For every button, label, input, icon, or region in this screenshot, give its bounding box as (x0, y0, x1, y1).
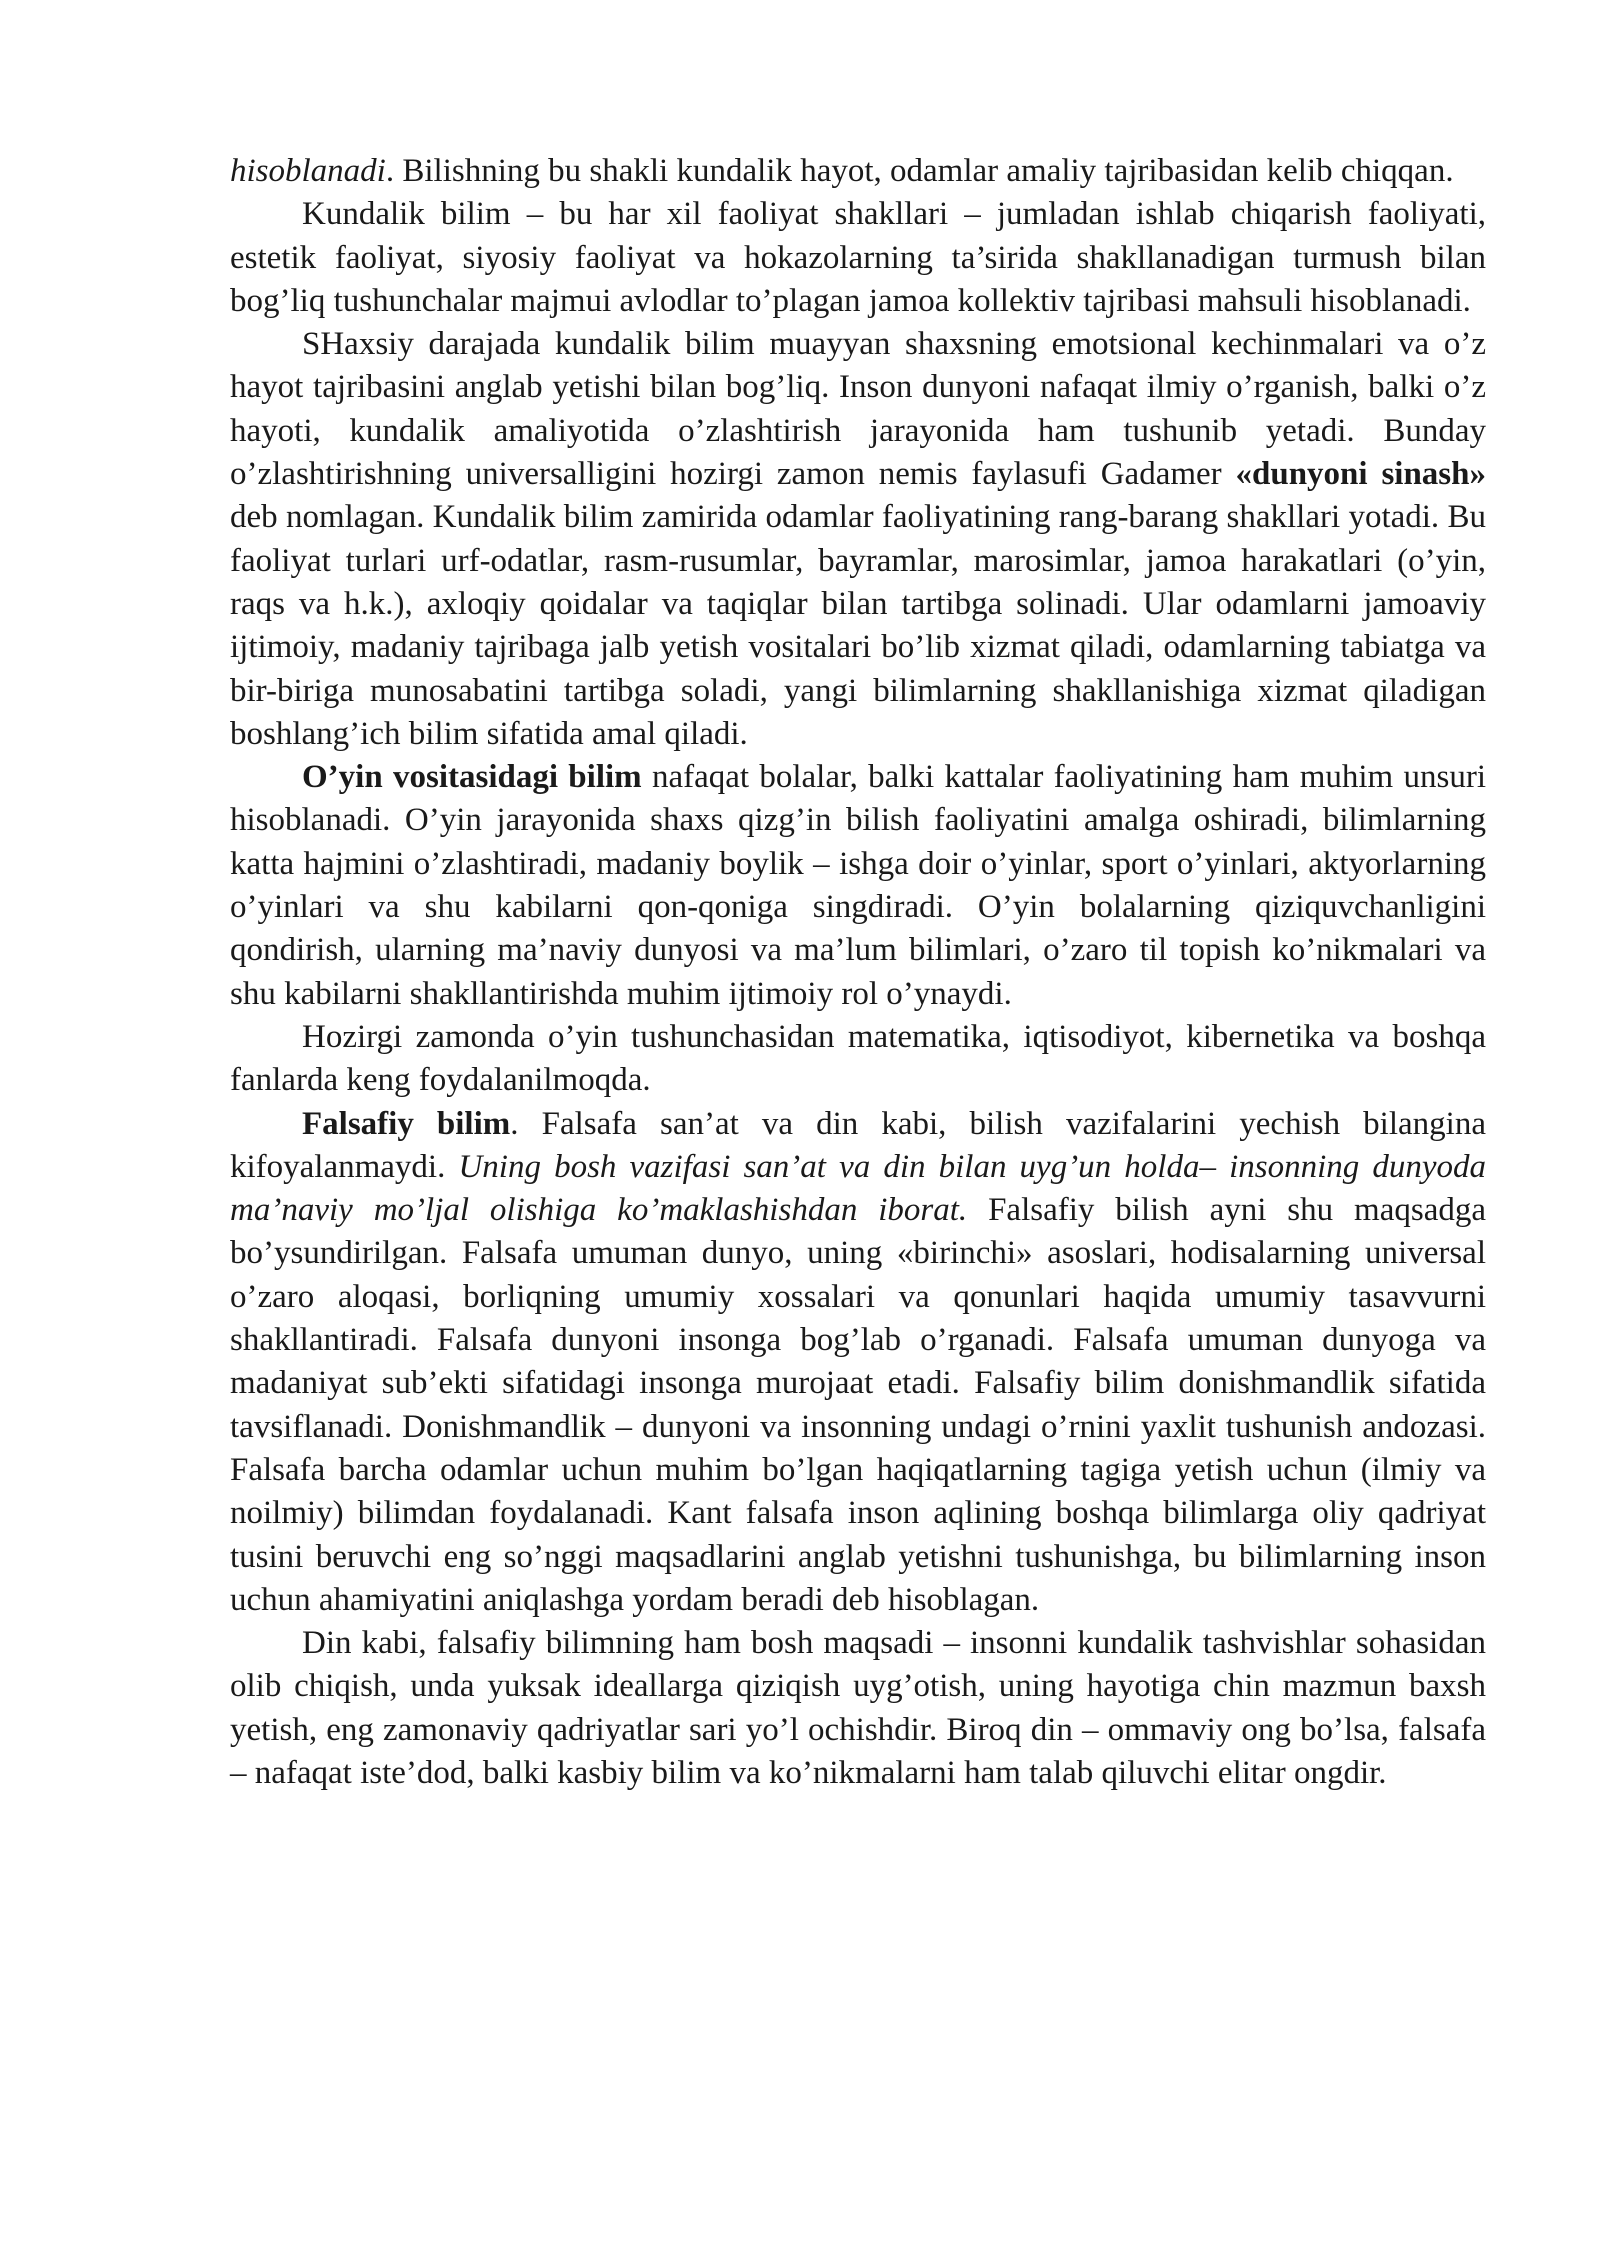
bold-term: «dunyoni sinash» (1235, 456, 1486, 493)
paragraph-6-text-mid: . Falsafa san’at va din kabi, bilish vazifalarini yechish bilangina kifoyalanmaydi. (230, 1105, 1486, 1185)
paragraph-2-text: Kundalik bilim – bu har xil faoliyat shakllari – jumladan ishlab chiqarish faoliyati, estetik faoliyat, siyosiy faoliyat va hokazolarning ta’sirida shakllanadigan turmush bilan bog’liq tushunchalar majmui avlodlar to’plagan jamoa kollektiv tajribasi mahsuli hisoblanadi. (230, 196, 1486, 319)
paragraph-2 (230, 193, 1486, 323)
document-page (230, 150, 1486, 1795)
paragraph-7 (230, 1622, 1486, 1795)
paragraph-7-text: Din kabi, falsafiy bilimning ham bosh maqsadi – insonni kundalik tashvishlar sohasidan olib chiqish, unda yuksak ideallarga qiziqish uyg’otish, uning hayotiga chin mazmun baxsh yetish, eng zamonaviy qadriyatlar sari yo’l ochishdir. Biroq din – ommaviy ong bo’lsa, falsafa – nafaqat iste’dod, balki kasbiy bilim va ko’nikmalarni ham talab qiluvchi elitar ongdir. (230, 1625, 1486, 1791)
paragraph-1 (230, 150, 1486, 193)
paragraph-3-text-after: deb nomlagan. Kundalik bilim zamirida odamlar faoliyatining rang-barang shakllari yotadi. Bu faoliyat turlari urf-odatlar, rasm-rusumlar, bayramlar, marosimlar, jamoa harakatlari (o’yin, raqs va h.k.), axloqiy qoidalar va taqiqlar bilan tartibga solinadi. Ular odamlarni jamoaviy ijtimoiy, madaniy tajribaga jalb yetish vositalari bo’lib xizmat qiladi, odamlarning tabiatga va bir-biriga munosabatini tartibga soladi, yangi bilimlarning shakllanishiga xizmat qiladigan boshlang’ich bilim sifatida amal qiladi. (230, 499, 1486, 752)
paragraph-5 (230, 1016, 1486, 1103)
paragraph-6-text-after: Falsafiy bilish ayni shu maqsadga bo’ysundirilgan. Falsafa umuman dunyo, uning «birinchi» asoslari, hodisalarning universal o’zaro aloqasi, borliqning umumiy xossalari va qonunlari haqida umumiy tasavvurni shakllantiradi. Falsafa dunyoni insonga bog’lab o’rganadi. Falsafa umuman dunyoga va madaniyat sub’ekti sifatidagi insonga murojaat etadi. Falsafiy bilim donishmandlik sifatida tavsiflanadi. Donishmandlik – dunyoni va insonning undagi o’rnini yaxlit tushunish andozasi. Falsafa barcha odamlar uchun muhim bo’lgan haqiqatlarning tagiga yetish uchun (ilmiy va noilmiy) bilimdan foydalanadi. Kant falsafa inson aqlining boshqa bilimlarga oliy qadriyat tusini beruvchi eng so’nggi maqsadlarini anglab yetishni tushunishga, bu bilimlarning inson uchun ahamiyatini aniqlashga yordam beradi deb hisoblagan. (230, 1192, 1486, 1618)
paragraph-3-text-before: SHaxsiy darajada kundalik bilim muayyan shaxsning emotsional kechinmalari va o’z hayot tajribasini anglab yetishi bilan bog’liq. Inson dunyoni nafaqat ilmiy o’rganish, balki o’z hayoti, kundalik amaliyotida o’zlashtirish jarayonida ham tushunib yetadi. Bunday o’zlashtirishning universalligini hozirgi zamon nemis faylasufi Gadamer (230, 326, 1486, 493)
bold-heading-term: Falsafiy bilim (302, 1105, 511, 1142)
paragraph-4 (230, 756, 1486, 1016)
paragraph-3 (230, 323, 1486, 756)
bold-heading-term: O’yin vositasidagi bilim (302, 759, 642, 796)
paragraph-4-text: nafaqat bolalar, balki kattalar faoliyatining ham muhim unsuri hisoblanadi. O’yin jarayonida shaxs qizg’in bilish faoliyatini amalga oshiradi, bilimlarning katta hajmini o’zlashtiradi, madaniy boylik – ishga doir o’yinlar, sport o’yinlari, aktyorlarning o’yinlari va shu kabilarni qon-qoniga singdiradi. O’yin bolalarning qiziquvchanligini qondirish, ularning ma’naviy dunyosi va ma’lum bilimlari, o’zaro til topish ko’nikmalari va shu kabilarni shakllantirishda muhim ijtimoiy rol o’ynaydi. (230, 759, 1487, 1012)
italic-sentence: Uning bosh vazifasi san’at va din bilan uyg’un holda– insonning dunyoda ma’naviy mo’ljal olishiga ko’maklashishdan iborat. (230, 1148, 1486, 1229)
paragraph-5-text: Hozirgi zamonda o’yin tushunchasidan matematika, iqtisodiyot, kibernetika va boshqa fanlarda keng foydalanilmoqda. (230, 1018, 1486, 1099)
italic-term: hisoblanadi (230, 153, 386, 189)
paragraph-6 (230, 1103, 1486, 1623)
paragraph-1-text: . Bilishning bu shakli kundalik hayot, odamlar amaliy tajribasidan kelib chiqqan. (385, 153, 1454, 189)
